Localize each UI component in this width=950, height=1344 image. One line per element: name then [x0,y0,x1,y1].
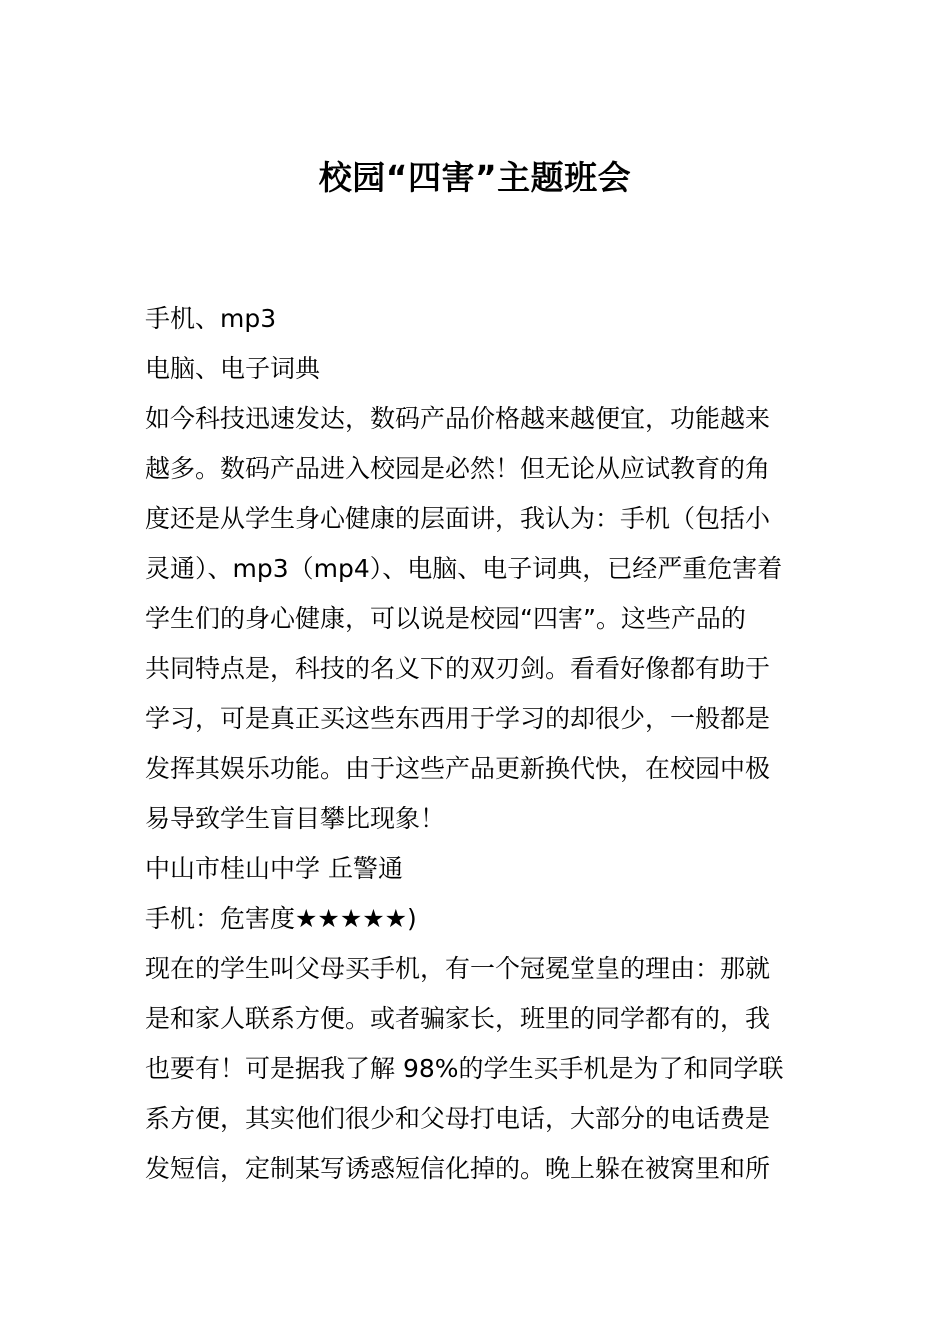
body-line: 是和家人联系方便。或者骗家长，班里的同学都有的，我 [145,1004,771,1033]
body-line: 学生们的身心健康，可以说是校园“四害”。这些产品的 [145,604,746,633]
document-title: 校园“四害”主题班会 [318,158,632,197]
body-line: 越多。数码产品进入校园是必然！但无论从应试教育的角 [145,454,771,483]
body-line: 现在的学生叫父母买手机，有一个冠冕堂皇的理由：那就 [145,954,771,983]
document-body [145,294,809,1194]
body-line: 发挥其娱乐功能。由于这些产品更新换代快，在校园中极 [145,754,771,783]
section-heading: 手机：危害度★★★★★) [145,904,417,933]
author-line: 中山市桂山中学 丘警通 [145,854,403,883]
body-line: 手机、mp3 [145,304,277,333]
body-line: 度还是从学生身心健康的层面讲，我认为：手机（包括小 [145,504,771,533]
body-line: 共同特点是，科技的名义下的双刃剑。看看好像都有助于 [145,654,771,683]
body-line: 发短信，定制某写诱惑短信化掉的。晚上躲在被窝里和所 [145,1154,771,1183]
body-line: 易导致学生盲目攀比现象！ [145,804,446,833]
body-line: 如今科技迅速发达，数码产品价格越来越便宜，功能越来 [145,404,771,433]
body-line: 也要有！可是据我了解 98%的学生买手机是为了和同学联 [145,1054,784,1083]
body-line: 系方便，其实他们很少和父母打电话，大部分的电话费是 [145,1104,771,1133]
body-line: 电脑、电子词典 [145,354,321,383]
body-line: 灵通）、mp3（mp4）、电脑、电子词典，已经严重危害着 [145,554,783,583]
body-line: 学习，可是真正买这些东西用于学习的却很少，一般都是 [145,704,771,733]
